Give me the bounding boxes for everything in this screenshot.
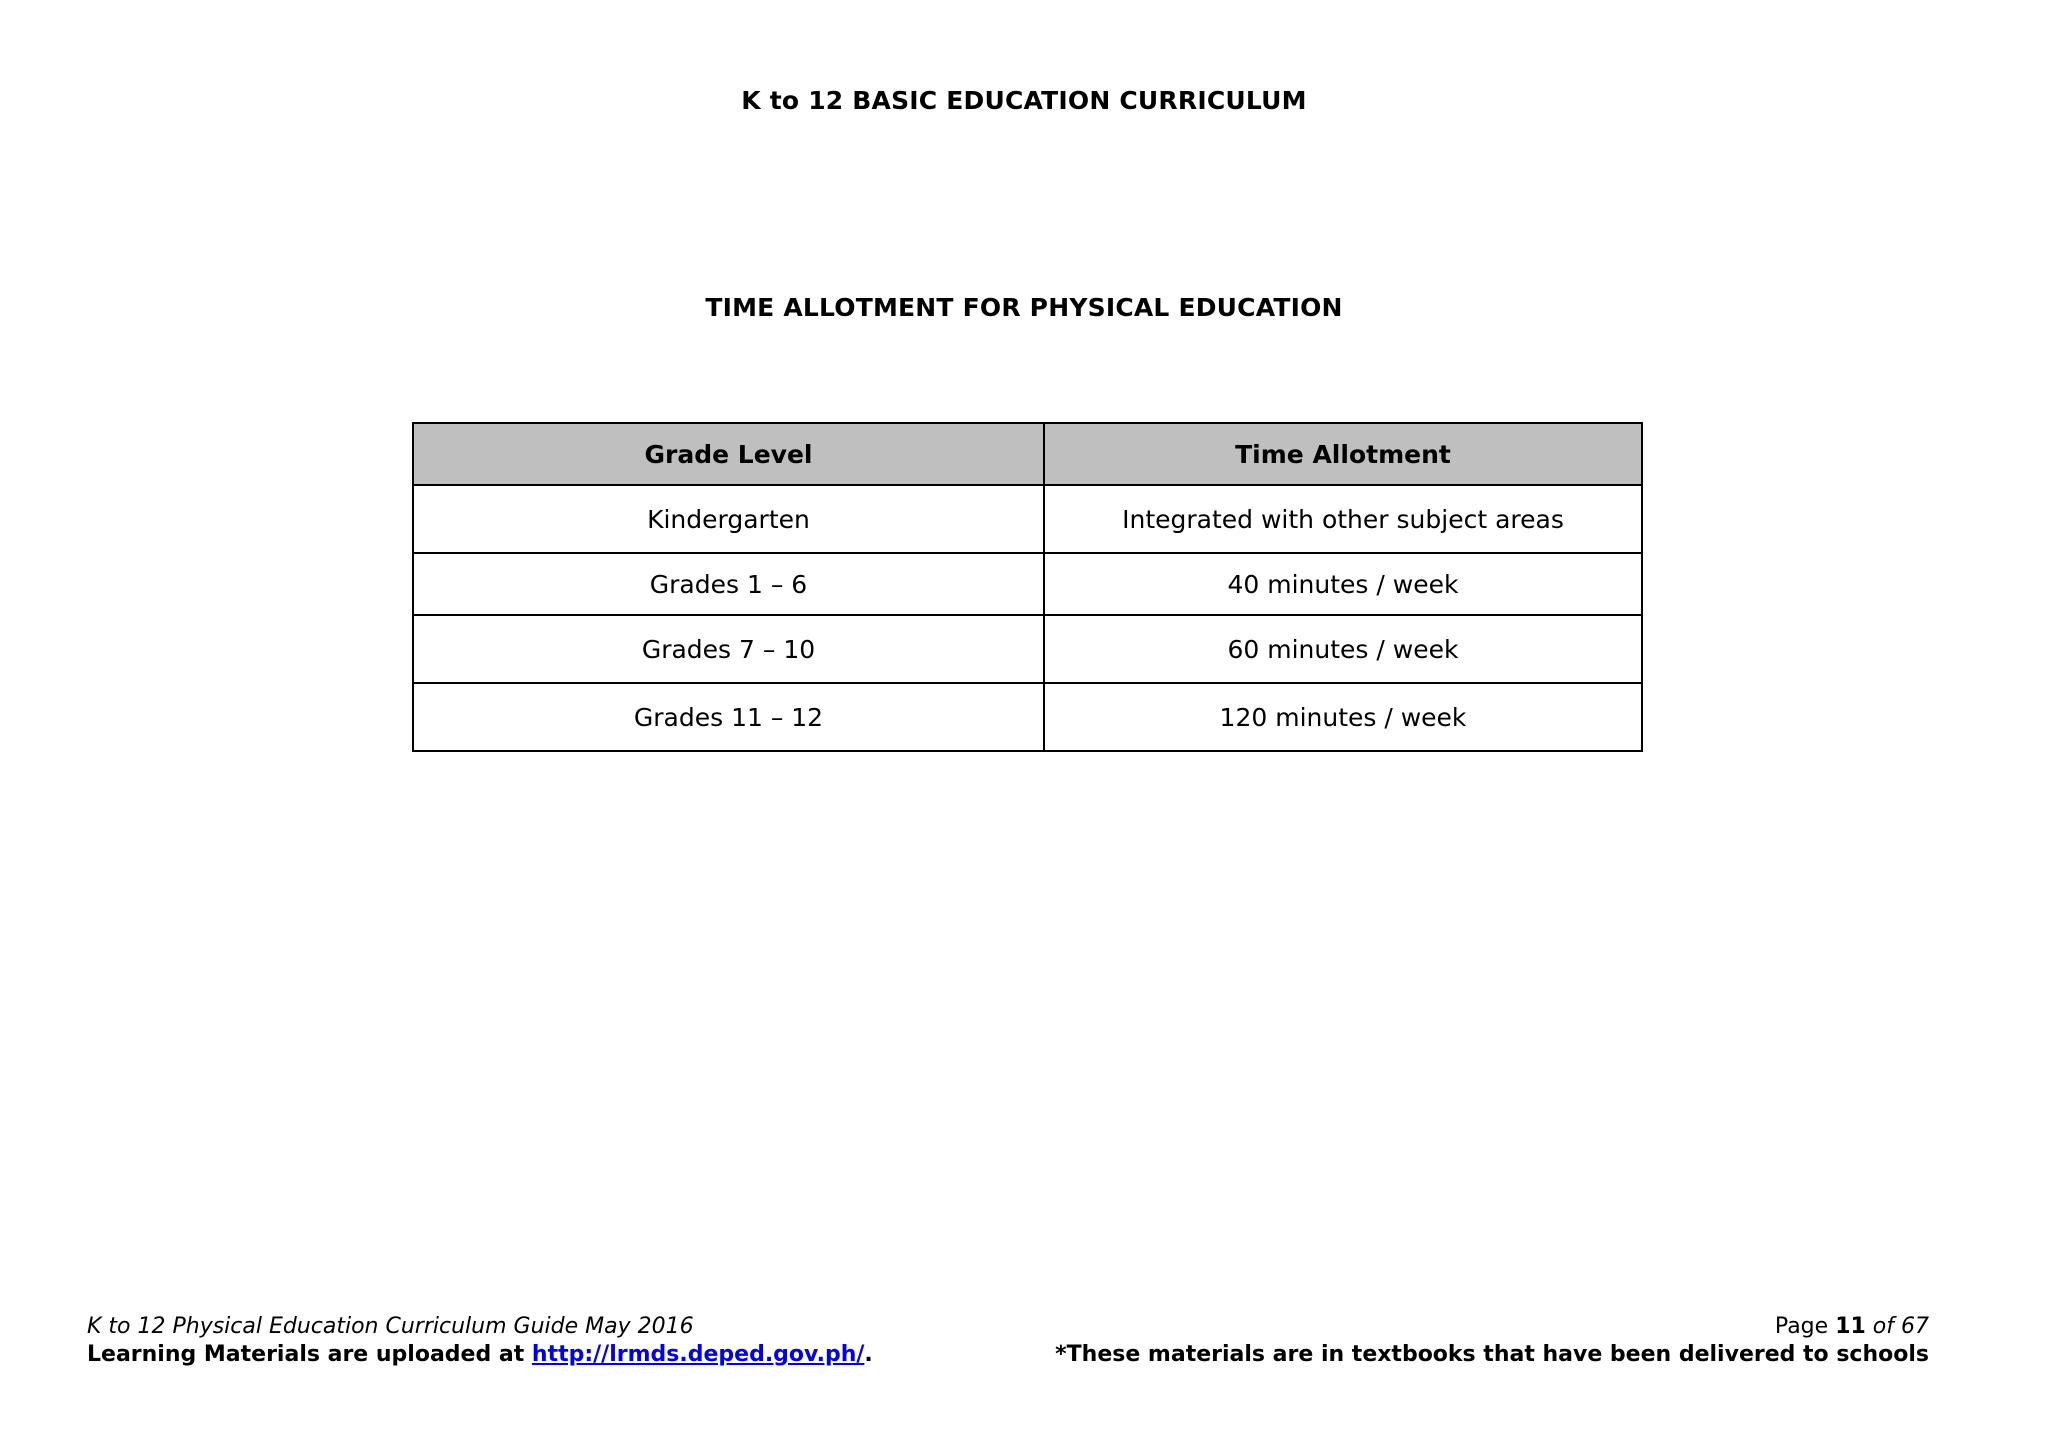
upload-notice-period: . — [864, 1342, 873, 1367]
table-row — [413, 485, 1642, 553]
curriculum-guide-label: K to 12 Physical Education Curriculum Guide May 2016 — [87, 1314, 694, 1339]
table-row — [413, 615, 1642, 683]
time-allotment-table — [412, 422, 1643, 752]
table-row — [413, 683, 1642, 751]
textbook-note: *These materials are in textbooks that have been delivered to schools — [1055, 1342, 1929, 1367]
page-total: of 67 — [1865, 1314, 1929, 1339]
table-header-row — [413, 423, 1642, 485]
grade-level-cell: Grades 11 – 12 — [413, 683, 1044, 751]
time-allotment-cell: Integrated with other subject areas — [1044, 485, 1642, 553]
page-number: 11 — [1835, 1314, 1866, 1339]
upload-notice-text: Learning Materials are uploaded at — [87, 1342, 532, 1367]
footer-left — [87, 1313, 873, 1369]
grade-level-cell: Kindergarten — [413, 485, 1044, 553]
column-header-grade-level: Grade Level — [413, 423, 1044, 485]
upload-notice — [87, 1341, 873, 1369]
time-allotment-cell: 40 minutes / week — [1044, 553, 1642, 615]
time-allotment-cell: 120 minutes / week — [1044, 683, 1642, 751]
document-header: K to 12 BASIC EDUCATION CURRICULUM — [741, 86, 1307, 115]
page-label: Page — [1774, 1314, 1836, 1339]
grade-level-cell: Grades 1 – 6 — [413, 553, 1044, 615]
lrmds-link[interactable]: http://lrmds.deped.gov.ph/ — [531, 1342, 865, 1367]
section-title: TIME ALLOTMENT FOR PHYSICAL EDUCATION — [705, 293, 1343, 322]
table-row — [413, 553, 1642, 615]
footer-right — [1055, 1313, 1929, 1369]
time-allotment-cell: 60 minutes / week — [1044, 615, 1642, 683]
grade-level-cell: Grades 7 – 10 — [413, 615, 1044, 683]
column-header-time-allotment: Time Allotment — [1044, 423, 1642, 485]
page-indicator — [1055, 1313, 1929, 1341]
